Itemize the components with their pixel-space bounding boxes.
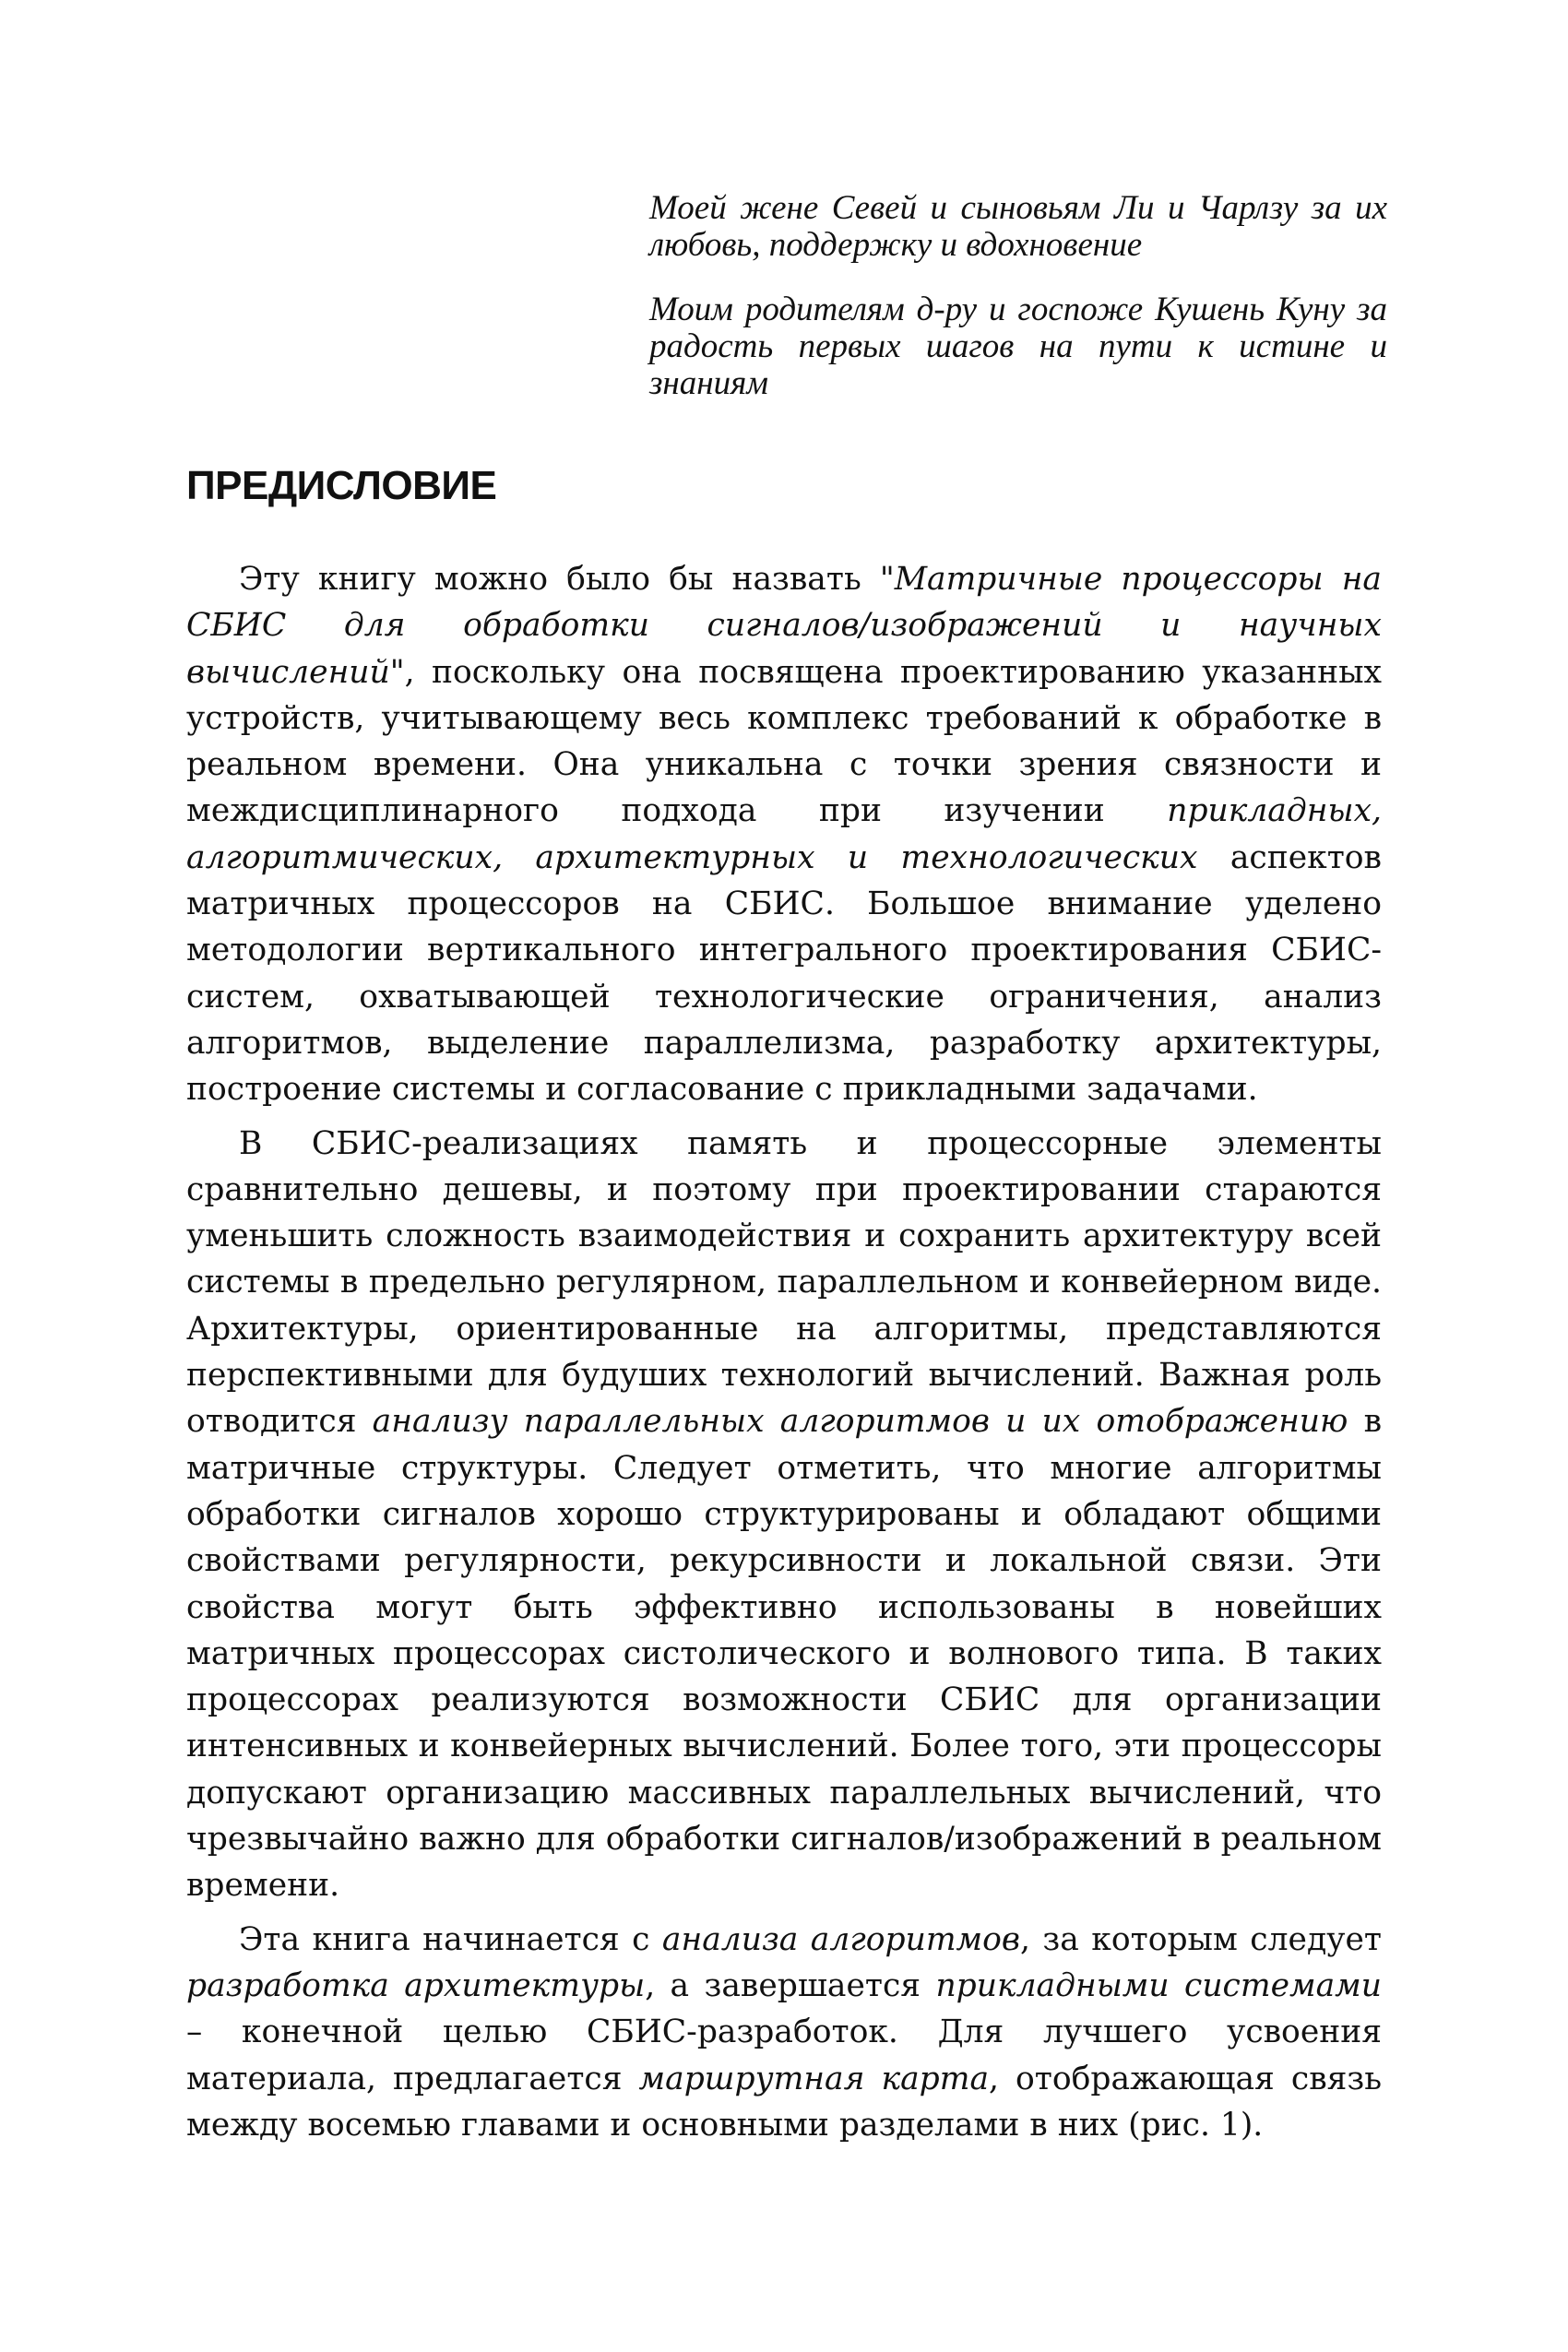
preface-paragraph-1 (186, 556, 1382, 1113)
paragraph-segment-italic: прикладными системами (935, 1966, 1382, 2004)
paragraph-segment: , а завершается (645, 1966, 936, 2004)
paragraph-segment: , отображающая связь между восемью главами и основными разделами в них (рис. 1). (186, 2060, 1382, 2144)
paragraph-segment-italic: Матричные процессоры на СБИС для обработки сигналов/изображений и научных вычислений (186, 561, 1382, 691)
dedication-to-parents: Моим родителям д-ру и госпоже Кушень Куну за радость первых шагов на пути к истине и знаниям (649, 291, 1387, 402)
paragraph-segment-italic: прикладных, алгоритмических, архитектурных и технологических (186, 792, 1382, 876)
paragraph-segment: аспектов матричных процессоров на СБИС. Большое внимание уделено методологии вертикального интегрального проектирования СБИС-систем, охватывающей технологические ограничения, анализ алгоритмов, выделение параллелизма, разработку архитектуры, построение системы и согласование с прикладными задачами. (186, 838, 1382, 1109)
preface-paragraph-3 (186, 1917, 1382, 2148)
paragraph-segment-italic: анализа алгоритмов (661, 1920, 1021, 1958)
paragraph-segment-italic: маршрутная карта (638, 2060, 990, 2097)
paragraph-segment-italic: анализу параллельных алгоритмов и их отображению (372, 1403, 1348, 1441)
paragraph-segment: в матричные структуры. Следует отметить, что многие алгоритмы обработки сигналов хорошо структурированы и обладают общими свойствами регулярности, рекурсивности и локальной связи. Эти свойства могут быть эффективно использованы в новейших матричных процессорах систолического и волнового типа. В таких процессорах реализуются возможности СБИС для организации интенсивных и конвейерных вычислений. Более того, эти процессоры допускают организацию массивных параллельных вычислений, что чрезвычайно важно для обработки сигналов/изображений в реальном времени. (186, 1403, 1383, 1905)
preface-heading: ПРЕДИСЛОВИЕ (186, 463, 497, 508)
paragraph-segment: – конечной целью СБИС-разработок. Для лучшего усвоения материала, предлагается (186, 2013, 1382, 2097)
paragraph-segment-italic: разработка архитектуры (186, 1966, 646, 2004)
paragraph-segment: , за которым следует (1020, 1920, 1382, 1958)
preface-body (186, 556, 1382, 2156)
dedication-to-family: Моей жене Севей и сыновьям Ли и Чарлзу за их любовь, поддержку и вдохновение (649, 189, 1387, 264)
paragraph-segment: ", поскольку она посвящена проектированию указанных устройств, учитывающему весь комплекс требований к обработке в реальном времени. Она уникальна с точки зрения связности и междисциплинарного подхода при изучении (186, 653, 1382, 830)
preface-paragraph-2 (186, 1121, 1382, 1909)
dedication-block (649, 190, 1387, 430)
paragraph-segment: Эта книга начинается с (239, 1920, 662, 1958)
paragraph-segment: Эту книгу можно было бы назвать " (239, 561, 895, 598)
paragraph-segment: В СБИС-реализациях память и процессорные элементы сравнительно дешевы, и поэтому при проектировании стараются уменьшить сложность взаимодействия и сохранить архитектуру всей системы в предельно регулярном, параллельном и конвейерном виде. Архитектуры, ориентированные на алгоритмы, представляются перспективными для будуших технологий вычислений. Важная роль отводится (186, 1124, 1382, 1441)
